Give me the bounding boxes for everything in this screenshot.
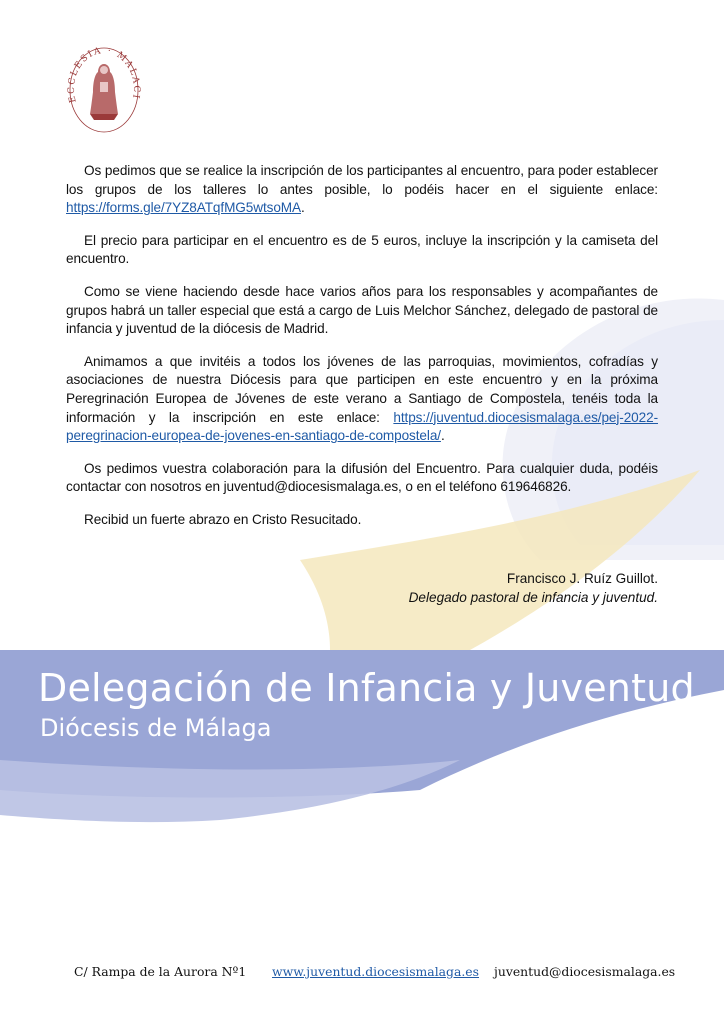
paragraph-pilgrimage: Animamos a que invitéis a todos los jóvenes de las parroquias, movimientos, cofradías y asociaciones de nuestra Diócesis para que participen en este encuentro y en la próxima Peregrinación Europea de Jóvenes de este verano a Santiago de Compostela, tenéis toda la información y la inscripción en este enlace: https://juventud.diocesismalaga.es/pej-2022-peregrinacion-europea-de-jovenes-en-santiago-de-compostela/. [66, 353, 658, 444]
footer [0, 964, 724, 984]
signature-block [409, 570, 658, 607]
signature-name: Francisco J. Ruíz Guillot. [506, 571, 658, 586]
watermark-title: Delegación de Infancia y Juventud [38, 666, 695, 710]
footer-website-link[interactable]: www.juventud.diocesismalaga.es [272, 964, 479, 979]
diocese-seal-icon [62, 42, 146, 138]
footer-email: juventud@diocesismalaga.es [494, 964, 676, 979]
paragraph-contact: Os pedimos vuestra colaboración para la difusión del Encuentro. Para cualquier duda, podéis contactar con nosotros en juventud@diocesismalaga.es, o en el teléfono 619646826. [66, 460, 658, 495]
paragraph-workshop: Como se viene haciendo desde hace varios años para los responsables y acompañantes de grupos habrá un taller especial que está a cargo de Luis Melchor Sánchez, delegado de pastoral de infancia y juventud de la diócesis de Madrid. [66, 283, 658, 337]
footer-address: C/ Rampa de la Aurora Nº1 [74, 964, 247, 979]
registration-form-link[interactable]: https://forms.gle/7YZ8ATqfMG5wtsoMA [66, 200, 301, 216]
pilgrimage-info-link[interactable]: https://juventud.diocesismalaga.es/pej-2022-peregrinacion-europea-de-jovenes-en-santiago-de-compostela/ [66, 409, 658, 444]
letter-body [66, 162, 658, 544]
signature-role: Delegado pastoral de infancia y juventud. [408, 589, 658, 605]
paragraph-closing: Recibid un fuerte abrazo en Cristo Resucitado. [84, 511, 362, 527]
paragraph-registration: Os pedimos que se realice la inscripción de los participantes al encuentro, para poder establecer los grupos de los talleres lo antes posible, lo podéis hacer en el siguiente enlace: https://forms.gle/7YZ8ATqfMG5wtsoMA. [66, 163, 658, 216]
paragraph-price: El precio para participar en el encuentro es de 5 euros, incluye la inscripción y la camiseta del encuentro. [66, 232, 658, 267]
svg-text:ECCLESIA · MALACITANA: ECCLESIA · MALACI [66, 45, 142, 104]
watermark-subtitle: Diócesis de Málaga [40, 714, 272, 742]
